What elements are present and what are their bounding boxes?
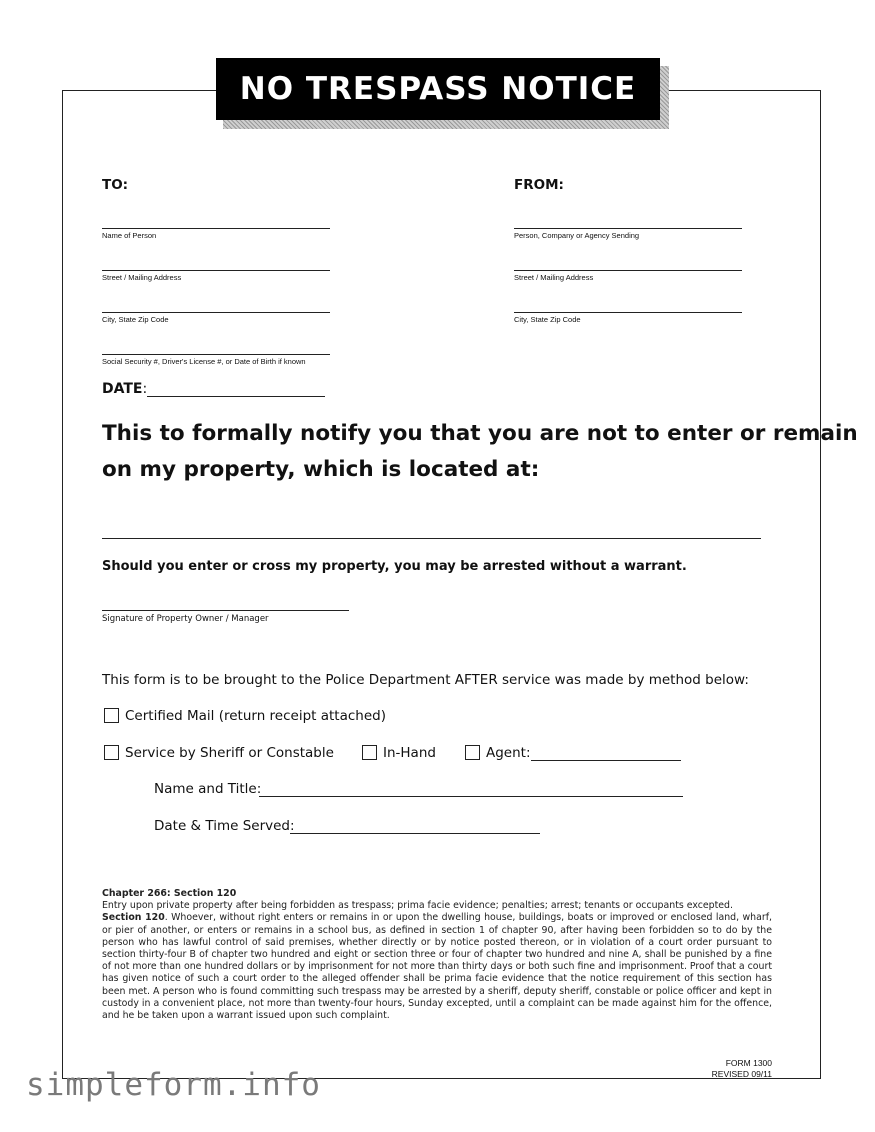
date-label: [102, 381, 147, 397]
property-address-line[interactable]: [102, 538, 761, 539]
to-id-caption: Social Security #, Driver's License #, or Date of Birth if known: [102, 357, 306, 366]
to-name-line[interactable]: [102, 228, 330, 229]
date-label-text: DATE: [102, 381, 143, 397]
statute-text: [102, 888, 772, 1022]
from-name-line[interactable]: [514, 228, 742, 229]
statute-section: [102, 912, 772, 1022]
name-title-label: Name and Title:: [154, 781, 262, 797]
from-label: FROM:: [514, 177, 564, 193]
form-number: FORM 1300: [725, 1058, 772, 1068]
notice-line-2: on my property, which is located at:: [102, 457, 540, 482]
warning-text: Should you enter or cross my property, you may be arrested without a warrant.: [102, 559, 687, 574]
revised-date: REVISED 09/11: [711, 1069, 772, 1079]
section-lead: Section 120: [102, 912, 165, 924]
to-id-line[interactable]: [102, 354, 330, 355]
agent-line[interactable]: [531, 760, 681, 761]
to-label: TO:: [102, 177, 129, 193]
certified-mail-label: Certified Mail (return receipt attached): [125, 708, 386, 724]
certified-mail-checkbox[interactable]: [104, 708, 119, 723]
from-street-line[interactable]: [514, 270, 742, 271]
agent-checkbox[interactable]: [465, 745, 480, 760]
date-colon: :: [142, 381, 148, 397]
date-time-label: Date & Time Served:: [154, 818, 295, 834]
sheriff-label: Service by Sheriff or Constable: [125, 745, 334, 761]
section-body: . Whoever, without right enters or remains in or upon the dwelling house, buildings, boats or improved or enclosed land, wharf, or pier of another, or enters or remains in a school bus, as defined in section 1 of chapter 90, after having been forbidden so to do by the person who has lawful control of said premises, whether directly or by notice posted thereon, or in violation of a court order pursuant to section thirty-four B of chapter two hundred and eight or section three or four of chapter two hundred and nine A, shall be punished by a fine of not more than one hundred dollars or by imprisonment for not more than thirty days or both such fine and imprisonment. Proof that a court has given notice of such a court order to the alleged offender shall be prima facie evidence that the notice requirement of this section has been met. A person who is found committing such trespass may be arrested by a sheriff, deputy sheriff, constable or police officer and kept in custody in a convenient place, not more than twenty-four hours, Sunday excepted, until a complaint can be made against him for the offence, and he be taken upon a warrant issued upon such complaint.: [102, 912, 772, 1022]
to-street-line[interactable]: [102, 270, 330, 271]
to-street-caption: Street / Mailing Address: [102, 273, 182, 282]
signature-caption: Signature of Property Owner / Manager: [102, 614, 269, 624]
sheriff-checkbox[interactable]: [104, 745, 119, 760]
title-banner: [216, 58, 660, 120]
statute-summary: Entry upon private property after being forbidden as trespass; prima facie evidence; penalties; arrest; tenants or occupants excepted.: [102, 900, 733, 912]
to-city-caption: City, State Zip Code: [102, 315, 169, 324]
watermark-text: simpleform.info: [26, 1067, 321, 1103]
to-city-line[interactable]: [102, 312, 330, 313]
date-time-line[interactable]: [290, 833, 540, 834]
from-street-caption: Street / Mailing Address: [514, 273, 594, 282]
from-city-line[interactable]: [514, 312, 742, 313]
signature-line[interactable]: [102, 610, 349, 611]
from-name-caption: Person, Company or Agency Sending: [514, 231, 640, 240]
date-line[interactable]: [147, 396, 325, 397]
to-name-caption: Name of Person: [102, 231, 157, 240]
service-instruction: This form is to be brought to the Police Department AFTER service was made by method below:: [102, 672, 749, 688]
agent-label: Agent:: [486, 745, 531, 761]
notice-statement: [102, 416, 858, 488]
from-city-caption: City, State Zip Code: [514, 315, 581, 324]
notice-line-1: This to formally notify you that you are not to enter or remain: [102, 421, 858, 446]
name-title-line[interactable]: [259, 796, 683, 797]
form-title: NO TRESPASS NOTICE: [239, 71, 637, 107]
in-hand-label: In-Hand: [383, 745, 436, 761]
statute-heading: Chapter 266: Section 120: [102, 888, 237, 899]
in-hand-checkbox[interactable]: [362, 745, 377, 760]
